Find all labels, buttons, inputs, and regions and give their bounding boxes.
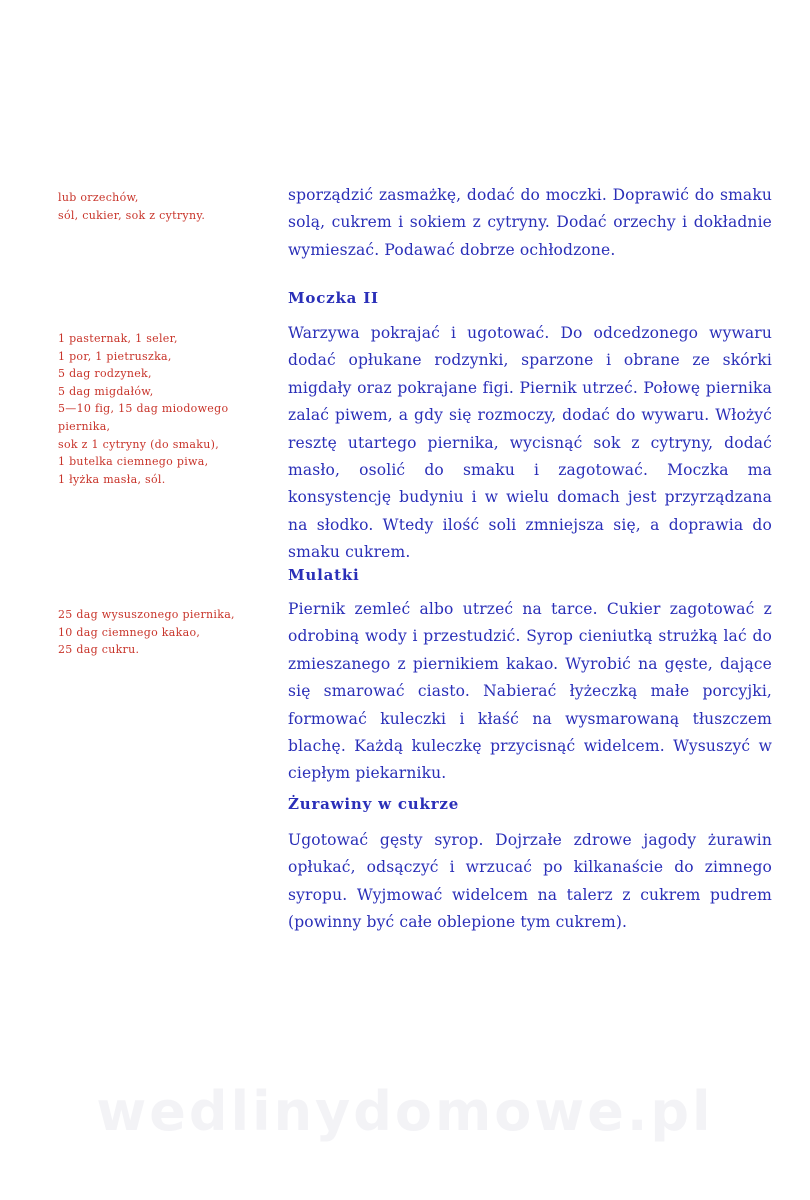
ingredient: piernika,: [58, 419, 111, 433]
ingredients-list: [58, 330, 273, 488]
ingredient: 5 dag rodzynek,: [58, 367, 152, 381]
ingredient: lub orzechów,: [58, 191, 139, 204]
ingredients-list: [58, 189, 273, 224]
recipe-text: Warzywa pokrajać i ugotować. Do odcedzonego wywaru dodać opłukane rodzynki, sparzone i obrane ze skórki migdały oraz pokrajane figi. Piernik utrzeć. Połowę piernika zalać piwem, a gdy się rozmoczy, dodać do wywaru. Włożyć resztę utartego piernika, wycisnąć sok z cytryny, dodać masło, osolić do smaku i zagotować. Moczka ma konsystencję budyniu i w wielu domach jest przyrządzana na słodko. Wtedy ilość soli zmniejsza się, a doprawia do smaku cukrem.: [288, 324, 772, 562]
ingredient: 1 pasternak, 1 seler,: [58, 332, 178, 345]
ingredients-list: [58, 606, 273, 659]
ingredient: 1 butelka ciemnego piwa,: [58, 455, 209, 469]
ingredient: 10 dag ciemnego kakao,: [58, 625, 201, 639]
watermark: wedlinydomowe.pl: [96, 1080, 714, 1143]
ingredient: sól, cukier, sok z cytryny.: [58, 208, 206, 222]
recipe-text-block: [288, 182, 772, 264]
recipe-title: Żurawiny w cukrze: [288, 795, 460, 813]
recipe-title: Mulatki: [288, 566, 360, 584]
ingredient: 5 dag migdałów,: [58, 384, 154, 398]
ingredient: 1 łyżka masła, sól.: [58, 472, 166, 486]
recipe-text-block: [288, 596, 772, 788]
recipe-text-block: [288, 320, 772, 567]
ingredient: 5—10 fig, 15 dag miodowego: [58, 402, 229, 416]
recipe-title: Moczka II: [288, 289, 379, 307]
ingredient: 25 dag cukru.: [58, 643, 140, 657]
ingredient: 25 dag wysuszonego piernika,: [58, 608, 235, 621]
ingredient: 1 por, 1 pietruszka,: [58, 349, 172, 363]
recipe-text: sporządzić zasmażkę, dodać do moczki. Doprawić do smaku solą, cukrem i sokiem z cytryny. Dodać orzechy i dokładnie wymieszać. Podawać dobrze ochłodzone.: [288, 186, 772, 259]
recipe-text: Ugotować gęsty syrop. Dojrzałe zdrowe jagody żurawin opłukać, odsączyć i wrzucać po kilkanaście do zimnego syropu. Wyjmować widelcem na talerz z cukrem pudrem (powinny być całe oblepione tym cukrem).: [288, 831, 772, 932]
recipe-text-block: [288, 827, 772, 937]
ingredient: sok z 1 cytryny (do smaku),: [58, 437, 220, 451]
recipe-text: Piernik zemleć albo utrzeć na tarce. Cukier zagotować z odrobiną wody i przestudzić. Syrop cieniutką strużką lać do zmieszanego z piernikiem kakao. Wyrobić na gęste, dające się smarować ciasto. Nabierać łyżeczką małe porcyjki, formować kuleczki i kłaść na wysmarowaną tłuszczem blachę. Każdą kuleczkę przycisnąć widelcem. Wysuszyć w ciepłym piekarniku.: [288, 600, 772, 783]
